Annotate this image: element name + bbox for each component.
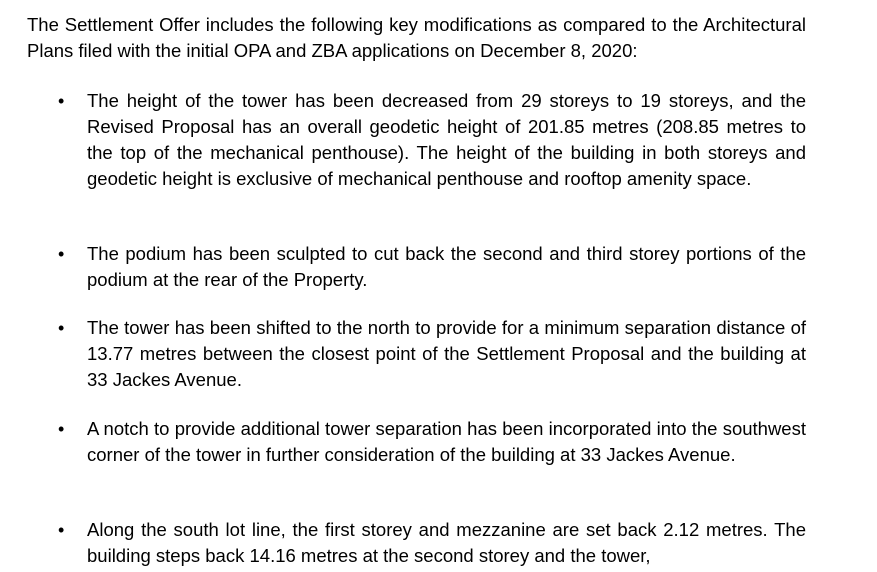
bullet-icon: • [58,91,65,111]
list-item [58,416,806,468]
list-item-text: Along the south lot line, the first storey and mezzanine are set back 2.12 metres. The building steps back 14.16 metres at the second storey and the tower, [87,519,806,566]
list-item [58,241,806,293]
bullet-icon: • [58,318,65,338]
list-item-text: A notch to provide additional tower separation has been incorporated into the southwest corner of the tower in further consideration of the building at 33 Jackes Avenue. [87,418,806,465]
list-item-text: The podium has been sculpted to cut back the second and third storey portions of the podium at the rear of the Property. [87,243,806,290]
list-item [58,315,806,393]
list-item-text: The height of the tower has been decreased from 29 storeys to 19 storeys, and the Revised Proposal has an overall geodetic height of 201.85 metres (208.85 metres to the top of the mechanical penthouse). The height of the building in both storeys and geodetic height is exclusive of mechanical penthouse and rooftop amenity space. [87,90,806,189]
bullet-icon: • [58,520,65,540]
intro-paragraph: The Settlement Offer includes the following key modifications as compared to the Architectural Plans filed with the initial OPA and ZBA applications on December 8, 2020: [27,14,806,61]
list-item [58,517,806,569]
bullet-icon: • [58,244,65,264]
list-item [58,88,806,192]
list-item-text: The tower has been shifted to the north to provide for a minimum separation distance of 13.77 metres between the closest point of the Settlement Proposal and the building at 33 Jackes Avenue. [87,317,806,390]
bullet-icon: • [58,419,65,439]
